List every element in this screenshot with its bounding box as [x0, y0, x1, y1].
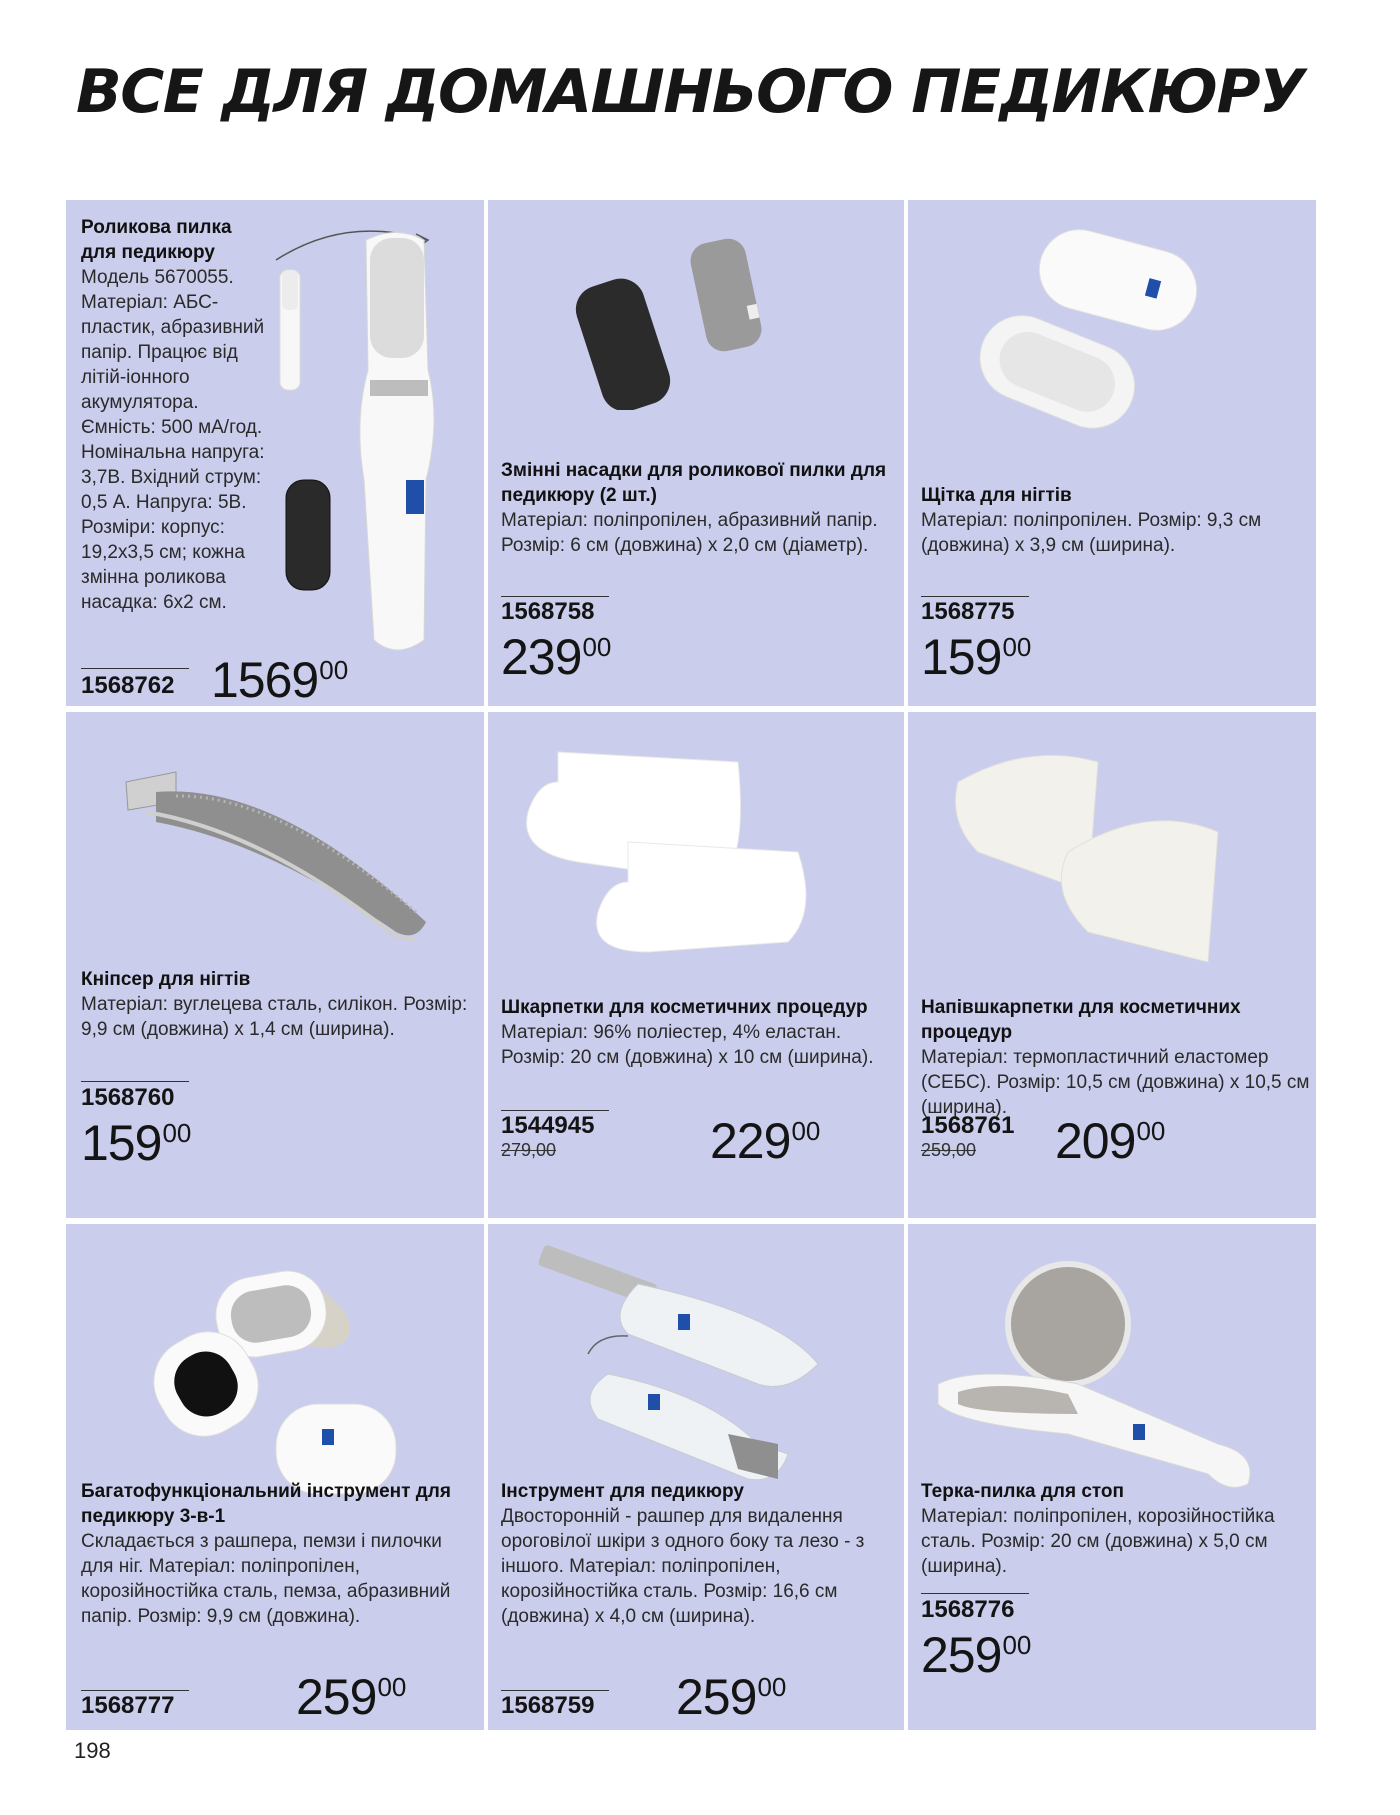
divider [501, 596, 609, 597]
product-description: Матеріал: вуглецева сталь, силікон. Розмір: 9,9 см (довжина) х 1,4 см (ширина). [81, 994, 468, 1040]
three-in-one-tool-image [146, 1244, 426, 1504]
product-name: Напівшкарпетки для косметичних процедур [921, 997, 1241, 1043]
product-card-roller-file[interactable] [66, 200, 484, 706]
product-code: 1568776 [921, 1596, 1015, 1623]
product-code: 1568762 [81, 672, 175, 699]
product-price [676, 1669, 787, 1725]
price-cents: 00 [377, 1672, 407, 1702]
heel-socks-image [948, 742, 1248, 962]
product-info [921, 483, 1306, 558]
price-main: 259 [296, 1669, 377, 1725]
product-card-pedicure-tool[interactable] [488, 1224, 904, 1730]
product-code: 1568775 [921, 598, 1015, 625]
product-price [921, 629, 1032, 685]
price-cents: 00 [162, 1118, 192, 1148]
price-cents: 00 [319, 655, 349, 685]
price-main: 209 [1055, 1113, 1136, 1169]
product-card-nail-clipper[interactable] [66, 712, 484, 1218]
product-price [710, 1113, 821, 1169]
product-card-replacement-rollers[interactable] [488, 200, 904, 706]
product-code: 1568761 [921, 1112, 1015, 1139]
product-card-heel-socks[interactable] [908, 712, 1316, 1218]
price-cents: 00 [1002, 632, 1032, 662]
product-info [501, 458, 896, 558]
divider [921, 596, 1029, 597]
product-name: Кніпсер для нігтів [81, 969, 251, 990]
price-main: 1569 [211, 652, 319, 706]
foot-file-image [918, 1254, 1298, 1494]
price-cents: 00 [1002, 1630, 1032, 1660]
product-name: Терка-пилка для стоп [921, 1481, 1125, 1502]
product-name: Багатофункціональний інструмент для педикюру 3-в-1 [81, 1481, 451, 1527]
product-price [501, 629, 612, 685]
product-name: Щітка для нігтів [921, 485, 1072, 506]
product-description: Матеріал: поліпропілен, абразивний папір. Розмір: 6 см (довжина) х 2,0 см (діаметр). [501, 510, 878, 556]
divider [501, 1690, 609, 1691]
product-description: Матеріал: поліпропілен. Розмір: 9,3 см (довжина) х 3,9 см (ширина). [921, 510, 1262, 556]
product-name: Змінні насадки для роликової пилки для педикюру (2 шт.) [501, 460, 887, 506]
product-card-foot-file[interactable] [908, 1224, 1316, 1730]
price-cents: 00 [1136, 1116, 1166, 1146]
product-description: Модель 5670055. Матеріал: АБС-пластик, абразивний папір. Працює від літій-іонного акумулятора. Ємність: 500 мА/год. Номінальна напруга: 3,7В. Вхідний струм: 0,5 А. Напруга: 5В. Розміри: корпус: 19,2х3,5 см; кожна змінна роликова насадка: 6х2 см. [81, 267, 265, 613]
product-price [81, 1115, 192, 1171]
page-number: 198 [74, 1738, 111, 1763]
divider [501, 1110, 609, 1111]
price-main: 159 [921, 629, 1002, 685]
product-info [81, 215, 266, 615]
product-code: 1568760 [81, 1084, 175, 1111]
product-code: 1568777 [81, 1692, 175, 1719]
product-info [921, 1479, 1306, 1579]
page-title: ВСЕ ДЛЯ ДОМАШНЬОГО ПЕДИКЮРУ [76, 57, 1304, 127]
replacement-rollers-image [568, 230, 808, 410]
product-name: Шкарпетки для косметичних процедур [501, 997, 868, 1018]
price-main: 259 [921, 1627, 1002, 1683]
cosmetic-socks-image [518, 742, 848, 962]
price-cents: 00 [582, 632, 612, 662]
price-main: 259 [676, 1669, 757, 1725]
product-grid [66, 200, 1316, 1730]
product-card-3in1-tool[interactable] [66, 1224, 484, 1730]
product-info [921, 995, 1311, 1120]
product-description: Складається з рашпера, пемзи і пилочки для ніг. Матеріал: поліпропілен, корозійностійка сталь, пемза, абразивний папір. Розмір: 9,9 см (довжина). [81, 1531, 451, 1627]
product-description: Матеріал: термопластичний еластомер (СЕБС). Розмір: 10,5 см (довжина) х 10,5 см (ширина). [921, 1047, 1310, 1118]
divider [81, 668, 189, 669]
product-price [921, 1627, 1032, 1683]
price-main: 229 [710, 1113, 791, 1169]
product-price [296, 1669, 407, 1725]
divider [921, 1593, 1029, 1594]
price-cents: 00 [757, 1672, 787, 1702]
product-description: Матеріал: 96% поліестер, 4% еластан. Розмір: 20 см (довжина) х 10 см (ширина). [501, 1022, 874, 1068]
divider [81, 1690, 189, 1691]
product-description: Двосторонній - рашпер для видалення ороговілої шкіри з одного боку та лезо - з іншого. Матеріал: поліпропілен, корозійностійка сталь. Розмір: 16,6 см (довжина) х 4,0 см (ширина). [501, 1506, 865, 1627]
roller-file-image [256, 220, 484, 660]
product-code: 1568759 [501, 1692, 595, 1719]
price-main: 159 [81, 1115, 162, 1171]
product-info [81, 1479, 476, 1629]
product-price [1055, 1113, 1166, 1169]
price-main: 239 [501, 629, 582, 685]
product-description: Матеріал: поліпропілен, корозійностійка сталь. Розмір: 20 см (довжина) х 5,0 см (ширина). [921, 1506, 1275, 1577]
product-card-nail-brush[interactable] [908, 200, 1316, 706]
nail-clipper-image [116, 762, 446, 962]
old-price: 279,00 [501, 1140, 557, 1160]
divider [81, 1081, 189, 1082]
product-card-cosmetic-socks[interactable] [488, 712, 904, 1218]
product-info [81, 967, 476, 1042]
product-code: 1568758 [501, 598, 595, 625]
pedicure-tool-image [528, 1244, 858, 1504]
nail-brush-image [968, 220, 1208, 460]
product-name: Інструмент для педикюру [501, 1481, 744, 1502]
product-info [501, 1479, 899, 1629]
price-cents: 00 [791, 1116, 821, 1146]
old-price: 259,00 [921, 1140, 977, 1160]
product-name: Роликова пилка для педикюру [81, 217, 232, 263]
product-code: 1544945 [501, 1112, 595, 1139]
product-price [211, 652, 349, 706]
product-info [501, 995, 899, 1070]
